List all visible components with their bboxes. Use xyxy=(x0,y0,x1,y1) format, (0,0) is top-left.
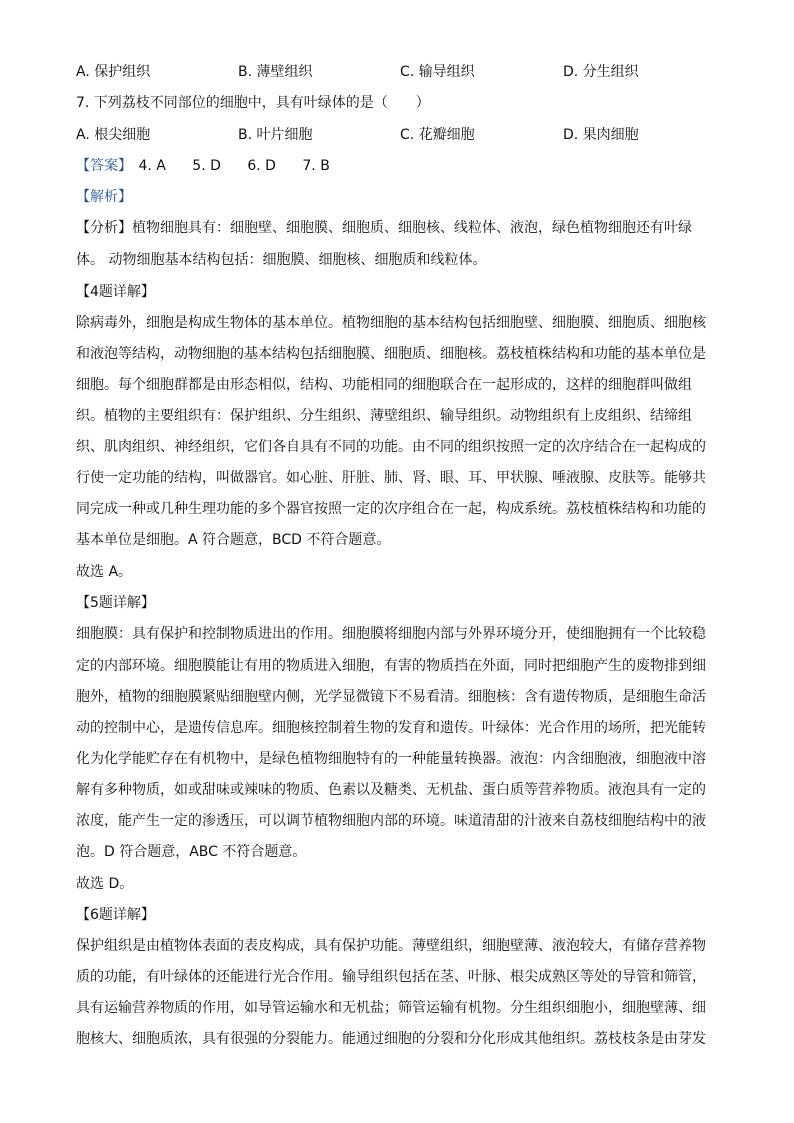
answer-item: 6. D xyxy=(247,158,276,174)
q5-text-line: 化为化学能贮存在有机物中，是绿色植物细胞特有的一种能量转换器。液泡：内含细胞液，细胞液中溶 xyxy=(76,751,706,767)
q4-text-line: 织、肌肉组织、神经组织，它们各自具有不同的功能。由不同的组织按照一定的次序结合在一起构成的 xyxy=(76,439,706,455)
q7-option-c: C. 花瓣细胞 xyxy=(400,127,475,143)
q6-text-line: 具有运输营养物质的作用，如导管运输水和无机盐；筛管运输有机物。分生组织细胞小，细胞壁薄、细 xyxy=(76,1000,706,1016)
q5-text-line: 定的内部环境。细胞膜能让有用的物质进入细胞，有害的物质挡在外面，同时把细胞产生的废物排到细 xyxy=(76,658,706,674)
q6-option-d: D. 分生组织 xyxy=(563,64,639,80)
q6-text-line: 胞核大、细胞质浓，具有很强的分裂能力。能通过细胞的分裂和分化形成其他组织。荔枝枝条是由芽发 xyxy=(76,1031,706,1047)
q6-option-a: A. 保护组织 xyxy=(76,64,151,80)
q4-text-line: 同完成一种或几种生理功能的多个器官按照一定的次序组合在一起，构成系统。荔枝植株结构和功能的 xyxy=(76,501,706,517)
answer-label: 【答案】 xyxy=(76,158,132,174)
q6-text-line: 保护组织是由植物体表面的表皮构成，具有保护功能。薄壁组织，细胞壁薄、液泡较大，有储存营养物 xyxy=(76,938,706,954)
q4-text-line: 除病毒外，细胞是构成生物体的基本单位。植物细胞的基本结构包括细胞壁、细胞膜、细胞质、细胞核 xyxy=(76,315,706,331)
q5-text-line: 浓度，能产生一定的渗透压，可以调节植物细胞内部的环境。味道清甜的汁液来自荔枝细胞结构中的液 xyxy=(76,813,706,829)
q6-heading: 【6题详解】 xyxy=(76,907,155,923)
q7-stem: 7. 下列荔枝不同部位的细胞中，具有叶绿体的是（ ） xyxy=(76,95,430,111)
q5-text-line: 细胞膜：具有保护和控制物质进出的作用。细胞膜将细胞内部与外界环境分开，使细胞拥有一个比较稳 xyxy=(76,626,706,642)
answer-item: 5. D xyxy=(192,158,221,174)
q4-text-line: 基本单位是细胞。A 符合题意，BCD 不符合题意。 xyxy=(76,532,391,548)
answer-line xyxy=(76,156,718,176)
q4-conclusion: 故选 A。 xyxy=(76,564,133,580)
q4-heading: 【4题详解】 xyxy=(76,284,155,300)
q4-text-line: 和液泡等结构，动物细胞的基本结构包括细胞膜、细胞质、细胞核。荔枝植株结构和功能的基本单位是 xyxy=(76,346,706,362)
q6-text-line: 质的功能，有叶绿体的还能进行光合作用。输导组织包括在茎、叶脉、根尖成熟区等处的导管和筛管， xyxy=(76,969,706,985)
q4-text-line: 细胞。每个细胞群都是由形态相似，结构、功能相同的细胞联合在一起形成的，这样的细胞群叫做组 xyxy=(76,377,692,393)
q6-option-c: C. 输导组织 xyxy=(400,64,475,80)
q4-text-line: 行使一定功能的结构，叫做器官。如心脏、肝脏、肺、肾、眼、耳、甲状腺、唾液腺、皮肤等。能够共 xyxy=(76,470,706,486)
q5-text-line: 泡。D 符合题意，ABC 不符合题意。 xyxy=(76,844,307,860)
q5-text-line: 动的控制中心，是遗传信息库。细胞核控制着生物的发育和遗传。叶绿体：光合作用的场所，把光能转 xyxy=(76,720,706,736)
q6-option-b: B. 薄壁组织 xyxy=(238,64,313,80)
q7-option-b: B. 叶片细胞 xyxy=(238,127,313,143)
q5-conclusion: 故选 D。 xyxy=(76,876,134,892)
q4-text-line: 织。植物的主要组织有：保护组织、分生组织、薄壁组织、输导组织。动物组织有上皮组织、结缔组 xyxy=(76,408,692,424)
analysis-text-line: 体。 动物细胞基本结构包括：细胞膜、细胞核、细胞质和线粒体。 xyxy=(76,252,487,268)
q5-text-line: 解有多种物质，如或甜味或辣味的物质、色素以及糖类、无机盐、蛋白质等营养物质。液泡具有一定的 xyxy=(76,782,706,798)
analysis-text-line: 【分析】植物细胞具有：细胞壁、细胞膜、细胞质、细胞核、线粒体、液泡，绿色植物细胞还有叶绿 xyxy=(76,220,692,236)
q7-option-a: A. 根尖细胞 xyxy=(76,127,151,143)
q7-option-d: D. 果肉细胞 xyxy=(563,127,639,143)
analysis-label: 【解析】 xyxy=(76,189,132,205)
answer-item: 4. A xyxy=(138,158,166,174)
q5-heading: 【5题详解】 xyxy=(76,595,155,611)
answer-item: 7. B xyxy=(302,158,330,174)
q5-text-line: 胞外，植物的细胞膜紧贴细胞壁内侧，光学显微镜下不易看清。细胞核：含有遗传物质，是细胞生命活 xyxy=(76,689,706,705)
